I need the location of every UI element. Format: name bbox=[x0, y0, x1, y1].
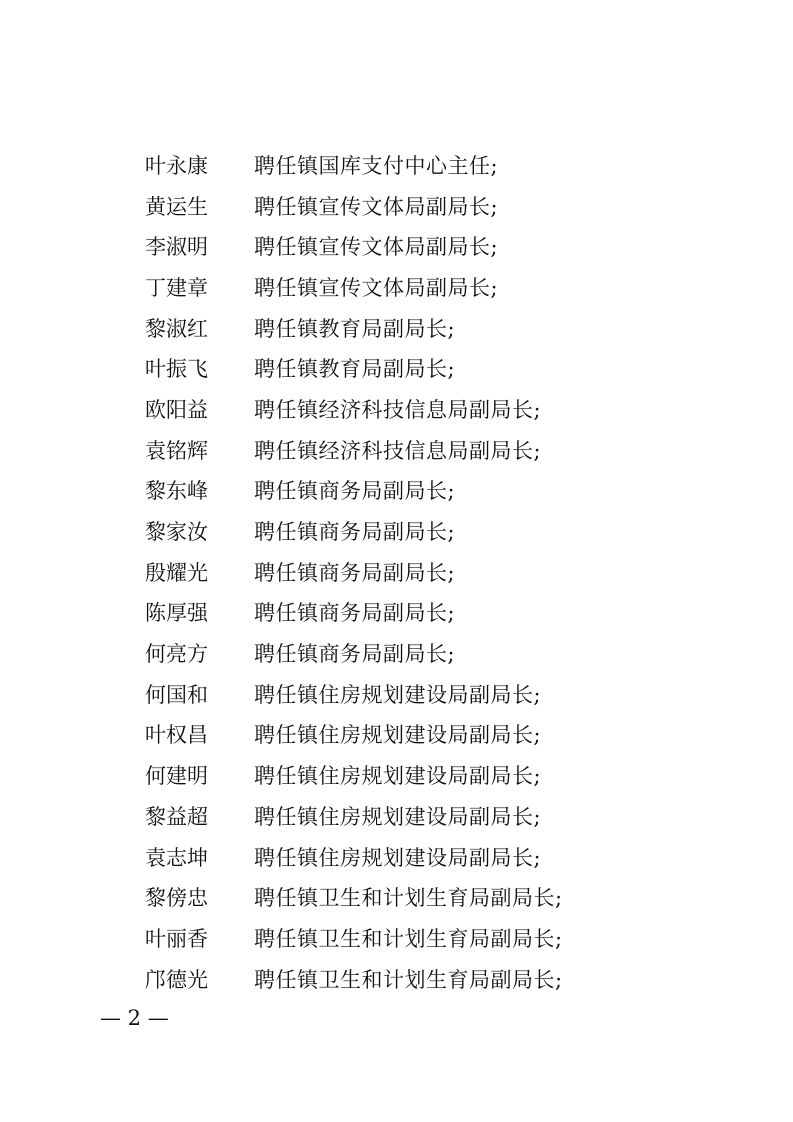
position-text: 聘任镇住房规划建设局副局长; bbox=[254, 764, 542, 789]
list-item bbox=[145, 472, 745, 513]
person-name: 叶权昌 bbox=[145, 723, 208, 748]
list-item bbox=[145, 268, 745, 309]
position-text: 聘任镇国库支付中心主任; bbox=[254, 153, 499, 178]
position-text: 聘任镇商务局副局长; bbox=[254, 520, 456, 545]
list-item bbox=[145, 349, 745, 390]
list-item bbox=[145, 512, 745, 553]
person-name: 黎傍忠 bbox=[145, 886, 208, 911]
person-name: 黎淑红 bbox=[145, 316, 208, 341]
list-item bbox=[145, 716, 745, 757]
list-item bbox=[145, 878, 745, 919]
list-item bbox=[145, 431, 745, 472]
list-item bbox=[145, 756, 745, 797]
list-item bbox=[145, 309, 745, 350]
list-item bbox=[145, 919, 745, 960]
appointment-list bbox=[145, 146, 745, 1000]
person-name: 何建明 bbox=[145, 764, 208, 789]
list-item bbox=[145, 838, 745, 879]
person-name: 黎家汝 bbox=[145, 520, 208, 545]
list-item bbox=[145, 960, 745, 1001]
position-text: 聘任镇经济科技信息局副局长; bbox=[254, 397, 542, 422]
person-name: 叶丽香 bbox=[145, 926, 208, 951]
list-item bbox=[145, 146, 745, 187]
position-text: 聘任镇商务局副局长; bbox=[254, 479, 456, 504]
person-name: 李淑明 bbox=[145, 235, 208, 260]
person-name: 何国和 bbox=[145, 682, 208, 707]
position-text: 聘任镇商务局副局长; bbox=[254, 642, 456, 667]
position-text: 聘任镇卫生和计划生育局副局长; bbox=[254, 926, 563, 951]
position-text: 聘任镇教育局副局长; bbox=[254, 316, 456, 341]
list-item bbox=[145, 227, 745, 268]
position-text: 聘任镇卫生和计划生育局副局长; bbox=[254, 967, 563, 992]
position-text: 聘任镇宣传文体局副局长; bbox=[254, 194, 499, 219]
position-text: 聘任镇住房规划建设局副局长; bbox=[254, 804, 542, 829]
person-name: 殷耀光 bbox=[145, 560, 208, 585]
position-text: 聘任镇教育局副局长; bbox=[254, 357, 456, 382]
person-name: 叶振飞 bbox=[145, 357, 208, 382]
position-text: 聘任镇商务局副局长; bbox=[254, 601, 456, 626]
position-text: 聘任镇住房规划建设局副局长; bbox=[254, 682, 542, 707]
person-name: 叶永康 bbox=[145, 153, 208, 178]
position-text: 聘任镇住房规划建设局副局长; bbox=[254, 723, 542, 748]
person-name: 袁铭辉 bbox=[145, 438, 208, 463]
list-item bbox=[145, 594, 745, 635]
position-text: 聘任镇经济科技信息局副局长; bbox=[254, 438, 542, 463]
person-name: 黄运生 bbox=[145, 194, 208, 219]
position-text: 聘任镇宣传文体局副局长; bbox=[254, 235, 499, 260]
person-name: 黎益超 bbox=[145, 804, 208, 829]
list-item bbox=[145, 390, 745, 431]
list-item bbox=[145, 553, 745, 594]
person-name: 黎东峰 bbox=[145, 479, 208, 504]
person-name: 丁建章 bbox=[145, 275, 208, 300]
list-item bbox=[145, 187, 745, 228]
person-name: 欧阳益 bbox=[145, 397, 208, 422]
person-name: 陈厚强 bbox=[145, 601, 208, 626]
list-item bbox=[145, 797, 745, 838]
position-text: 聘任镇住房规划建设局副局长; bbox=[254, 845, 542, 870]
person-name: 邝德光 bbox=[145, 967, 208, 992]
list-item bbox=[145, 675, 745, 716]
page-number: — 2 — bbox=[100, 1006, 169, 1030]
position-text: 聘任镇卫生和计划生育局副局长; bbox=[254, 886, 563, 911]
person-name: 何亮方 bbox=[145, 642, 208, 667]
position-text: 聘任镇商务局副局长; bbox=[254, 560, 456, 585]
person-name: 袁志坤 bbox=[145, 845, 208, 870]
list-item bbox=[145, 634, 745, 675]
position-text: 聘任镇宣传文体局副局长; bbox=[254, 275, 499, 300]
